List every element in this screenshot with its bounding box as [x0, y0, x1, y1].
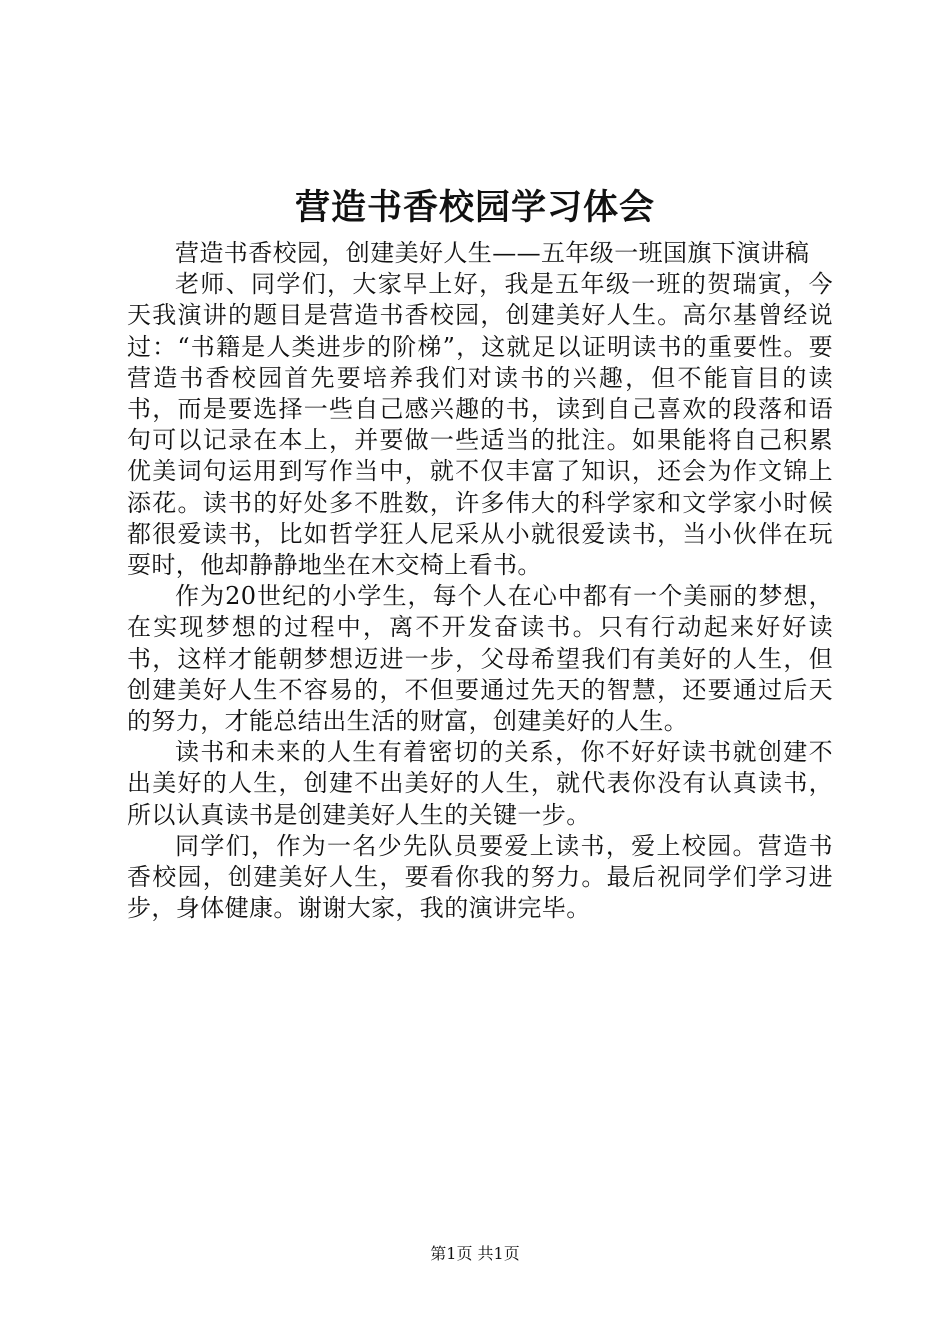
document-body — [127, 238, 833, 924]
paragraph-4: 同学们，作为一名少先队员要爱上读书，爱上校园。营造书香校园，创建美好人生，要看你我的努力。最后祝同学们学习进步，身体健康。谢谢大家，我的演讲完毕。 — [127, 831, 833, 923]
page-footer: 第1页 共1页 — [430, 1244, 520, 1263]
paragraph-1: 老师、同学们，大家早上好，我是五年级一班的贺瑞寅，今天我演讲的题目是营造书香校园，创建美好人生。高尔基曾经说过：“书籍是人类进步的阶梯”，这就足以证明读书的重要性。要营造书香校园首先要培养我们对读书的兴趣，但不能盲目的读书，而是要选择一些自己感兴趣的书，读到自己喜欢的段落和语句可以记录在本上，并要做一些适当的批注。如果能将自己积累优美词句运用到写作当中，就不仅丰富了知识，还会为作文锦上添花。读书的好处多不胜数，许多伟大的科学家和文学家小时候都很爱读书，比如哲学狂人尼采从小就很爱读书，当小伙伴在玩耍时，他却静静地坐在木交椅上看书。 — [127, 270, 833, 580]
paragraph-2: 作为20世纪的小学生，每个人在心中都有一个美丽的梦想，在实现梦想的过程中，离不开发奋读书。只有行动起来好好读书，这样才能朝梦想迈进一步，父母希望我们有美好的人生，但创建美好人生不容易的，不但要通过先天的智慧，还要通过后天的努力，才能总结出生活的财富，创建美好的人生。 — [127, 582, 833, 736]
document-title: 营造书香校园学习体会 — [294, 187, 655, 228]
paragraph-subtitle: 营造书香校园，创建美好人生——五年级一班国旗下演讲稿 — [175, 239, 810, 267]
paragraph-3: 读书和未来的人生有着密切的关系，你不好好读书就创建不出美好的人生，创建不出美好的人生，就代表你没有认真读书，所以认真读书是创建美好人生的关键一步。 — [127, 738, 833, 829]
